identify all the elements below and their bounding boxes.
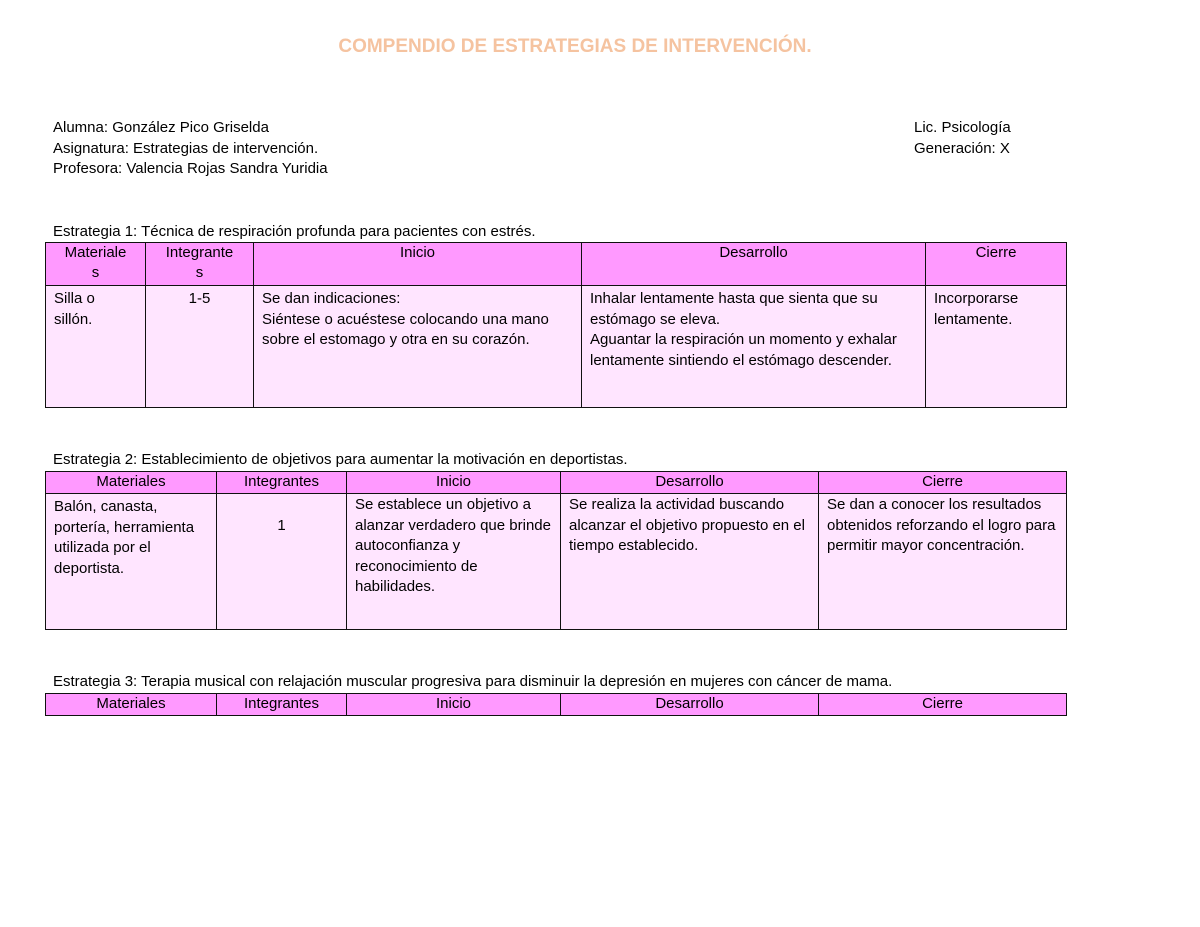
subject: Asignatura: Estrategias de intervención. xyxy=(53,139,319,157)
col-header-materiales: Materiales xyxy=(46,472,217,494)
col-header-integrantes: Integrantes xyxy=(217,472,347,494)
table-header-row xyxy=(46,694,1067,716)
col-header-cierre: Cierre xyxy=(819,694,1067,716)
table-row xyxy=(46,494,1067,630)
col-header-desarrollo: Desarrollo xyxy=(561,472,819,494)
cell-inicio: Se establece un objetivo a alanzar verdadero que brinde autoconfianza y reconocimiento de habilidades. xyxy=(347,494,561,630)
col-header-inicio: Inicio xyxy=(347,694,561,716)
student-name: Alumna: González Pico Griselda xyxy=(53,119,269,136)
col-header-inicio: Inicio xyxy=(254,243,582,286)
col-header-materiales: Materiales xyxy=(46,694,217,716)
strategy-1-table xyxy=(45,242,1067,408)
col-header-integrantes: Integrante s xyxy=(146,243,254,286)
col-header-desarrollo: Desarrollo xyxy=(561,694,819,716)
generation: Generación: X xyxy=(914,139,1010,157)
col-header-desarrollo: Desarrollo xyxy=(582,243,926,286)
table-header-row xyxy=(46,243,1067,286)
cell-materiales: Balón, canasta, portería, herramienta utilizada por el deportista. xyxy=(46,494,217,630)
document-title: COMPENDIO DE ESTRATEGIAS DE INTERVENCIÓN. xyxy=(338,36,812,57)
program-info xyxy=(914,118,1011,159)
col-header-integrantes: Integrantes xyxy=(217,694,347,716)
cell-desarrollo: Inhalar lentamente hasta que sienta que su estómago se eleva. Aguantar la respiración un momento y exhalar lentamente sintiendo el estómago descender. xyxy=(582,286,926,408)
cell-integrantes: 1-5 xyxy=(146,286,254,408)
table-header-row xyxy=(46,472,1067,494)
professor: Profesora: Valencia Rojas Sandra Yuridia xyxy=(53,160,328,177)
student-info xyxy=(53,118,328,180)
strategy-2-table xyxy=(45,471,1067,630)
table-row xyxy=(46,286,1067,408)
cell-desarrollo: Se realiza la actividad buscando alcanzar el objetivo propuesto en el tiempo establecido. xyxy=(561,494,819,630)
strategy-1-caption: Estrategia 1: Técnica de respiración profunda para pacientes con estrés. xyxy=(53,223,536,240)
cell-cierre: Incorporarse lentamente. xyxy=(926,286,1067,408)
strategy-3-caption: Estrategia 3: Terapia musical con relajación muscular progresiva para disminuir la depresión en mujeres con cáncer de mama. xyxy=(53,673,893,690)
cell-inicio: Se dan indicaciones: Siéntese o acuéstese colocando una mano sobre el estomago y otra en su corazón. xyxy=(254,286,582,408)
strategy-3-table xyxy=(45,693,1067,716)
strategy-2-caption: Estrategia 2: Establecimiento de objetivos para aumentar la motivación en deportistas. xyxy=(53,451,628,468)
cell-cierre: Se dan a conocer los resultados obtenidos reforzando el logro para permitir mayor concentración. xyxy=(819,494,1067,630)
col-header-inicio: Inicio xyxy=(347,472,561,494)
col-header-cierre: Cierre xyxy=(819,472,1067,494)
cell-materiales: Silla o sillón. xyxy=(46,286,146,408)
col-header-cierre: Cierre xyxy=(926,243,1067,286)
degree: Lic. Psicología xyxy=(914,119,1011,136)
cell-integrantes: 1 xyxy=(217,494,347,630)
col-header-materiales: Materiale s xyxy=(46,243,146,286)
